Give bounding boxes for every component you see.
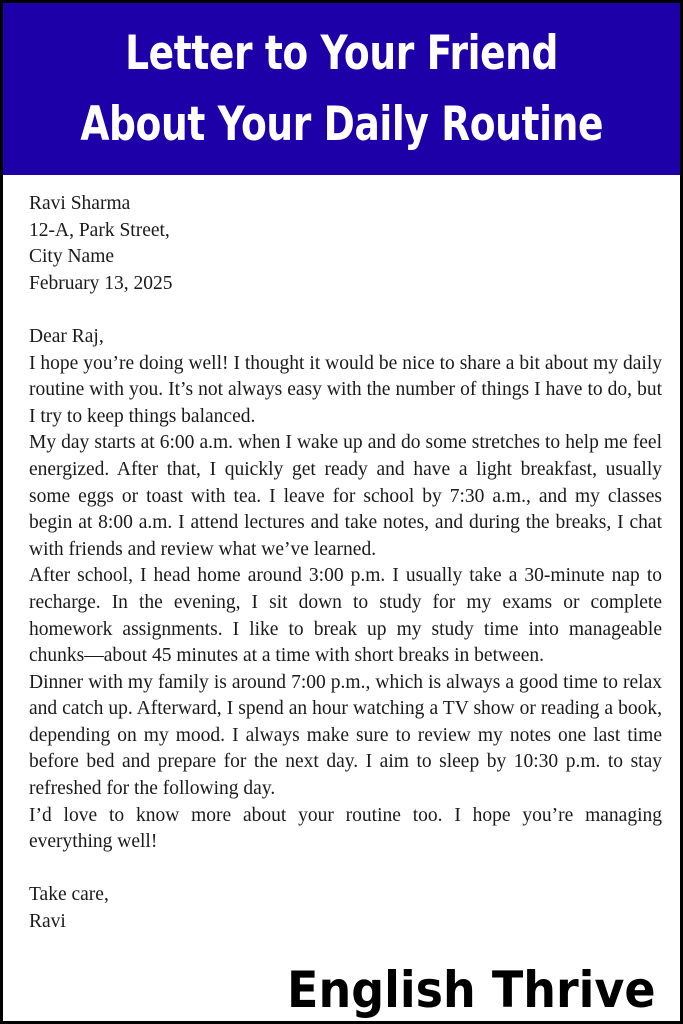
paragraph-closing-wish: I’d love to know more about your routine too. I hope you’re managing everything well!	[29, 804, 662, 853]
paragraph-morning: My day starts at 6:00 a.m. when I wake up and do some stretches to help me feel energized. After that, I quickly get ready and have a light breakfast, usually some eggs or toast with tea. I leave for school by 7:30 a.m., and my classes begin at 8:00 a.m. I attend lectures and take notes, and during the breaks, I chat with friends and review what we’ve learned.	[29, 432, 662, 560]
sender-city: City Name	[29, 246, 115, 268]
paragraph-evening: Dinner with my family is around 7:00 p.m., which is always a good time to relax and catch up. Afterward, I spend an hour watching a TV show or reading a book, depending on my mood. I always make sure to review my notes one last time before bed and prepare for the next day. I aim to sleep by 10:30 p.m. to stay refreshed for the following day.	[29, 671, 662, 800]
brand-watermark: English Thrive	[287, 961, 656, 1019]
sender-name: Ravi Sharma	[29, 193, 131, 214]
closing-block	[29, 882, 662, 935]
sender-address-block	[29, 191, 662, 297]
letter-body	[29, 191, 662, 1021]
sender-street: 12-A, Park Street,	[29, 219, 170, 241]
header-banner	[3, 3, 680, 175]
letter-date: February 13, 2025	[29, 272, 173, 294]
page-title-line-2: About Your Daily Routine	[80, 97, 603, 152]
paragraph-afternoon: After school, I head home around 3:00 p.m. I usually take a 30-minute nap to recharge. In the evening, I sit down to study for my exams or complete homework assignments. I like to break up my study time into manageable chunks—about 45 minutes at a time with short breaks in between.	[29, 565, 662, 667]
address-gap-spacer	[29, 297, 662, 324]
signature-name: Ravi	[29, 911, 66, 933]
closing-gap-spacer	[29, 856, 662, 883]
paragraph-intro: I hope you’re doing well! I thought it would be nice to share a bit about my daily routine with you. It’s not always easy with the number of things I have to do, but I try to keep things balanced.	[29, 352, 662, 427]
page-title-line-1: Letter to Your Friend	[125, 25, 558, 81]
closing-phrase: Take care,	[29, 884, 109, 906]
salutation: Dear Raj,	[29, 325, 104, 347]
